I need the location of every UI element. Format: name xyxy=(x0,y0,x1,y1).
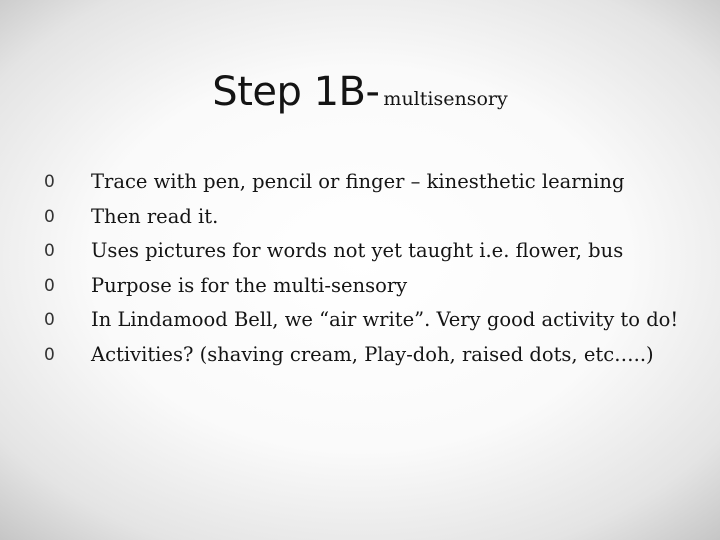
bullet-text: Uses pictures for words not yet taught i.e. flower, bus xyxy=(91,239,624,262)
title-main: Step 1B- xyxy=(212,69,380,115)
bullet-list xyxy=(44,165,684,373)
bullet-item xyxy=(44,303,684,338)
bullet-item xyxy=(44,338,684,373)
bullet-marker: 0 xyxy=(44,206,55,227)
bullet-text: Activities? (shaving cream, Play-doh, raised dots, etc…..) xyxy=(91,343,654,366)
bullet-item xyxy=(44,234,684,269)
bullet-marker: 0 xyxy=(44,345,55,365)
bullet-text: Purpose is for the multi-sensory xyxy=(91,273,408,297)
bullet-item xyxy=(44,269,684,304)
bullet-text: In Lindamood Bell, we “air write”. Very good activity to do! xyxy=(91,308,679,331)
slide-title xyxy=(0,69,720,115)
bullet-marker: 0 xyxy=(44,172,55,192)
bullet-item xyxy=(44,200,684,235)
bullet-marker: 0 xyxy=(44,310,55,330)
title-subtitle: multisensory xyxy=(383,88,508,110)
bullet-text: Then read it. xyxy=(91,204,219,228)
bullet-text: Trace with pen, pencil or finger – kinesthetic learning xyxy=(91,170,625,193)
bullet-item xyxy=(44,165,684,200)
bullet-marker: 0 xyxy=(44,241,55,261)
bullet-marker: 0 xyxy=(44,275,55,296)
